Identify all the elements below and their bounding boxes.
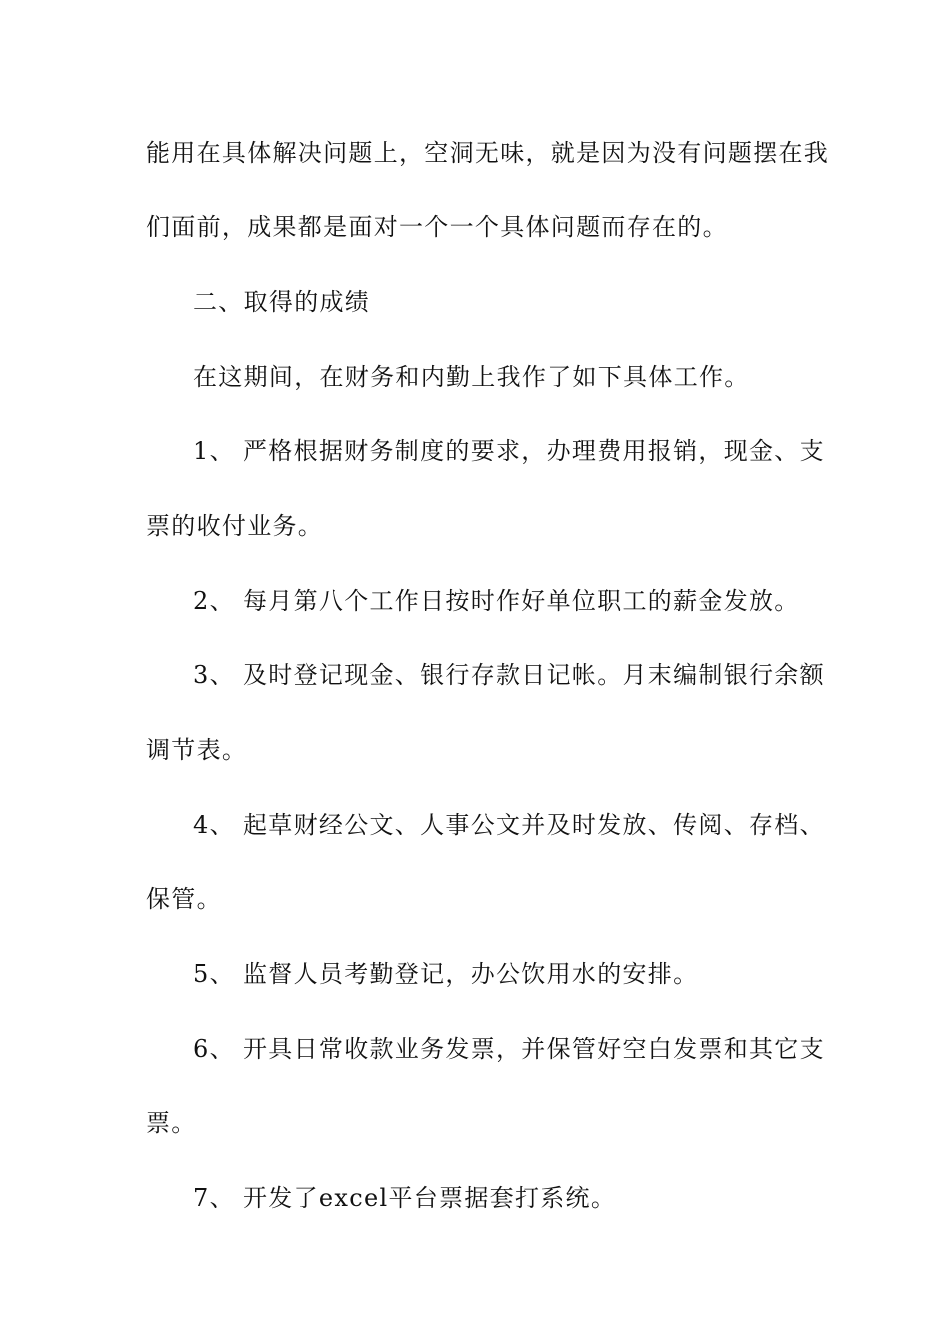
list-item-number: 5、 <box>193 960 235 988</box>
list-item-number: 2、 <box>193 587 235 615</box>
list-item-continuation: 保管。 <box>146 885 222 913</box>
list-item-number: 3、 <box>193 661 235 689</box>
list-item-text: 及时登记现金、银行存款日记帐。月末编制银行余额 <box>243 661 825 689</box>
list-item-continuation: 票的收付业务。 <box>146 512 324 540</box>
section-heading: 二、取得的成绩 <box>193 288 371 316</box>
list-item-text: 起草财经公文、人事公文并及时发放、传阅、存档、 <box>243 811 825 839</box>
list-item <box>193 1183 616 1213</box>
list-item <box>193 660 825 690</box>
list-item-text: 开发了excel平台票据套打系统。 <box>243 1184 617 1212</box>
list-item <box>193 436 825 466</box>
list-item-number: 7、 <box>193 1184 235 1212</box>
list-item-number: 1、 <box>193 437 235 465</box>
list-item-text: 开具日常收款业务发票，并保管好空白发票和其它支 <box>243 1035 825 1063</box>
list-item-number: 6、 <box>193 1035 235 1063</box>
list-item-number: 4、 <box>193 811 235 839</box>
list-item <box>193 586 800 616</box>
list-item-text: 每月第八个工作日按时作好单位职工的薪金发放。 <box>243 587 800 615</box>
list-item <box>193 959 698 989</box>
list-item-text: 监督人员考勤登记，办公饮用水的安排。 <box>243 960 699 988</box>
list-item <box>193 810 825 840</box>
list-item <box>193 1034 825 1064</box>
list-item-continuation: 调节表。 <box>146 736 248 764</box>
paragraph-line: 在这期间，在财务和内勤上我作了如下具体工作。 <box>193 363 750 391</box>
list-item-continuation: 票。 <box>146 1109 197 1137</box>
paragraph-line: 们面前，成果都是面对一个一个具体问题而存在的。 <box>146 213 728 241</box>
paragraph-line: 能用在具体解决问题上，空洞无味，就是因为没有问题摆在我 <box>146 139 830 167</box>
list-item-text: 严格根据财务制度的要求，办理费用报销，现金、支 <box>243 437 825 465</box>
